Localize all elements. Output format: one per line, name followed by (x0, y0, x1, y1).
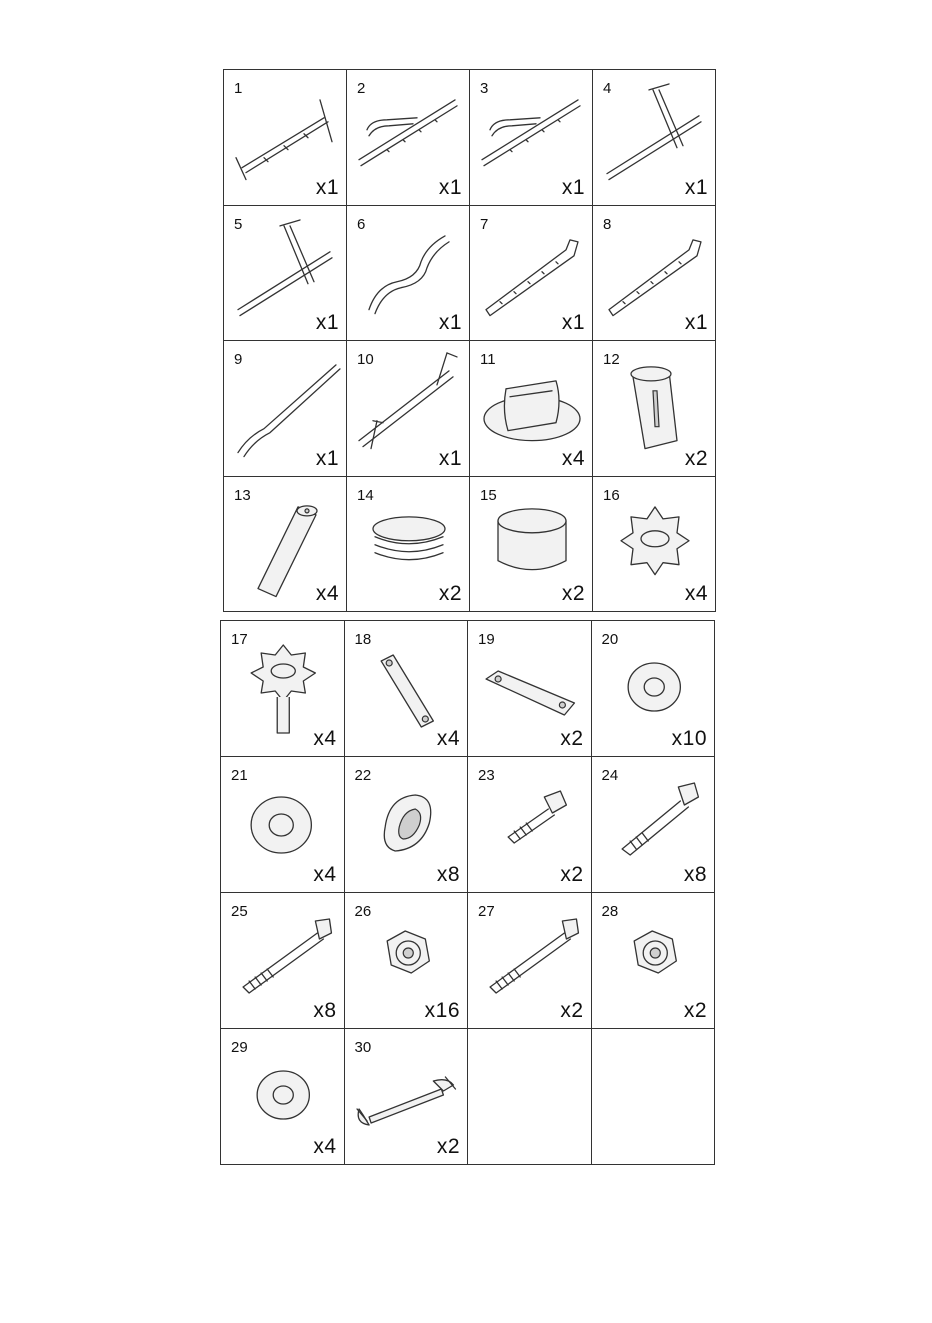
part-number: 2 (357, 80, 366, 97)
part-number: 27 (478, 903, 495, 920)
part-quantity: x4 (313, 727, 337, 750)
part-quantity: x2 (683, 999, 707, 1022)
part-cell-15 (470, 477, 593, 613)
part-quantity: x4 (561, 446, 585, 470)
part-cell-30 (345, 1029, 469, 1165)
part-cell-9 (224, 341, 347, 477)
part-number: 5 (234, 215, 243, 233)
part-number: 30 (354, 1039, 372, 1056)
part-cell-28 (592, 893, 716, 1029)
part-cell-12 (593, 341, 716, 477)
part-quantity: x2 (561, 582, 585, 605)
part-cell-24 (592, 757, 716, 893)
part-number: 9 (234, 351, 243, 368)
part-number: 28 (601, 903, 619, 920)
part-cell-26 (345, 893, 469, 1029)
part-cell-19 (468, 621, 592, 757)
part-quantity: x4 (315, 582, 339, 605)
part-quantity: x1 (315, 311, 339, 334)
part-number: 23 (478, 767, 495, 784)
part-number: 11 (480, 351, 496, 368)
part-number: 3 (480, 80, 489, 97)
part-number: 14 (357, 486, 374, 504)
part-quantity: x8 (683, 863, 707, 886)
part-quantity: x1 (315, 446, 339, 470)
part-number: 24 (601, 767, 619, 784)
part-quantity: x1 (438, 311, 462, 334)
part-number: 20 (601, 631, 619, 648)
part-cell-23 (468, 757, 592, 893)
part-quantity: x4 (684, 582, 708, 605)
part-quantity: x4 (313, 1135, 337, 1158)
part-number: 29 (231, 1039, 248, 1056)
part-cell-14 (347, 477, 470, 613)
part-number: 13 (234, 486, 251, 504)
part-number: 8 (603, 215, 612, 233)
part-cell-18 (345, 621, 469, 757)
part-number: 22 (354, 767, 372, 784)
part-cell-2 (347, 70, 470, 206)
part-cell-21 (221, 757, 345, 893)
part-number: 15 (480, 486, 497, 504)
part-number: 16 (603, 486, 620, 504)
part-quantity: x4 (313, 863, 337, 886)
part-cell-11 (470, 341, 593, 477)
part-quantity: x8 (436, 863, 460, 886)
part-cell-27 (468, 893, 592, 1029)
part-quantity: x1 (561, 311, 585, 334)
part-quantity: x1 (438, 446, 462, 470)
part-quantity: x10 (671, 727, 707, 750)
part-quantity: x2 (560, 863, 584, 886)
part-number: 17 (231, 631, 248, 648)
part-cell-7 (470, 206, 593, 342)
part-cell-20 (592, 621, 716, 757)
part-quantity: x8 (313, 999, 337, 1022)
part-cell-3 (470, 70, 593, 206)
part-cell-10 (347, 341, 470, 477)
part-cell-5 (224, 206, 347, 342)
part-quantity: x1 (684, 175, 708, 199)
part-quantity: x16 (424, 999, 460, 1022)
part-quantity: x1 (684, 311, 708, 334)
part-quantity: x1 (315, 175, 339, 199)
part-number: 7 (480, 215, 489, 233)
part-number: 4 (603, 80, 612, 97)
part-cell-17 (221, 621, 345, 757)
part-number: 10 (357, 351, 374, 368)
part-cell-25 (221, 893, 345, 1029)
part-number: 1 (234, 80, 243, 97)
part-number: 21 (231, 767, 248, 784)
part-quantity: x1 (438, 175, 462, 199)
part-number: 6 (357, 215, 366, 233)
part-cell-4 (593, 70, 716, 206)
part-quantity: x2 (560, 727, 584, 750)
part-number: 19 (478, 631, 495, 648)
part-quantity: x4 (436, 727, 460, 750)
part-number: 25 (231, 903, 248, 920)
part-cell-29 (221, 1029, 345, 1165)
part-cell-16 (593, 477, 716, 613)
part-cell-8 (593, 206, 716, 342)
part-cell-6 (347, 206, 470, 342)
part-quantity: x2 (438, 582, 462, 605)
parts-grid-bottom (220, 620, 715, 1165)
part-cell-22 (345, 757, 469, 893)
part-quantity: x2 (560, 999, 584, 1022)
part-cell-1 (224, 70, 347, 206)
part-quantity: x1 (561, 175, 585, 199)
part-number: 26 (354, 903, 372, 920)
part-cell-13 (224, 477, 347, 613)
part-number: 18 (354, 631, 372, 648)
part-quantity: x2 (684, 446, 708, 470)
part-quantity: x2 (436, 1135, 460, 1158)
parts-grid-top (223, 69, 716, 612)
part-number: 12 (603, 351, 620, 368)
